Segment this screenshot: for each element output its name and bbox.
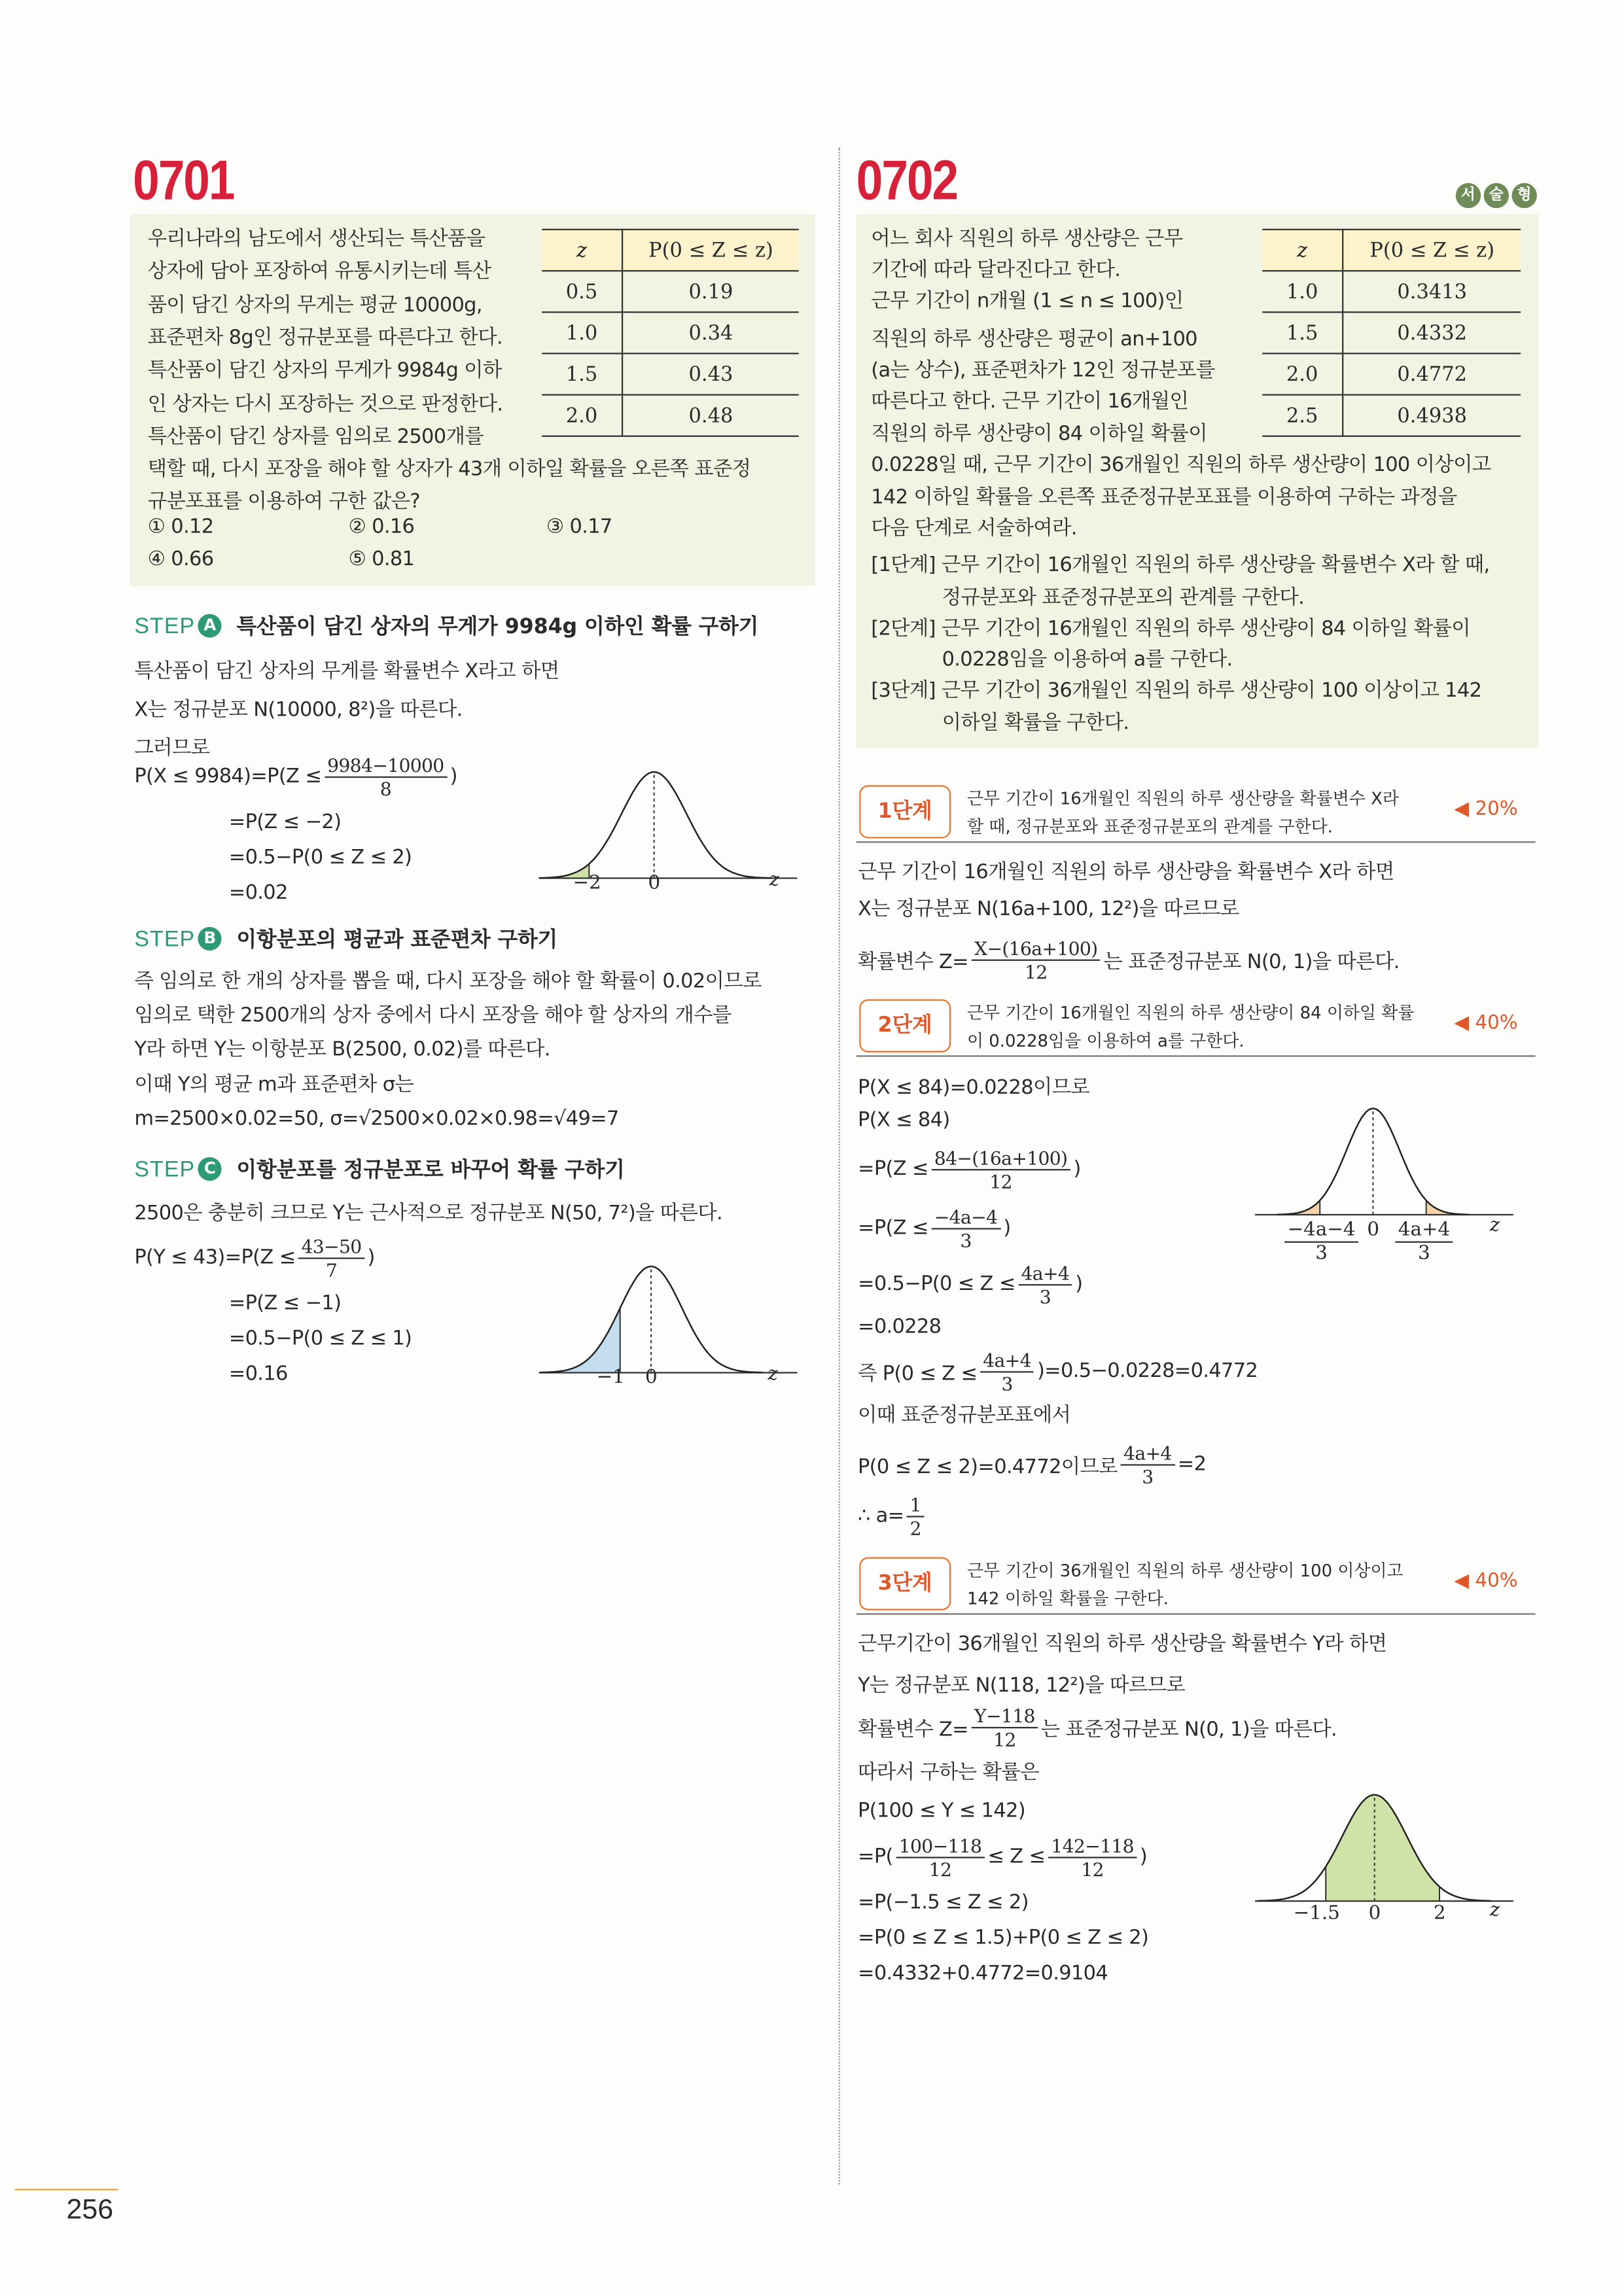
column-divider	[839, 148, 840, 2185]
text-segment: X는 정규분포 N(16a+100, 12²)을 따르므로	[857, 897, 1239, 921]
text-segment: X는 정규분포 N(10000, 8²)을 따른다.	[134, 698, 463, 722]
step-a-heading	[134, 611, 758, 640]
fraction-denominator: 2	[909, 1516, 921, 1539]
solution-line	[858, 1829, 1147, 1885]
text-segment: 특산품이 담긴 상자의 무게를 확률변수 X라고 하면	[134, 659, 559, 684]
stage-label: 1단계	[859, 785, 951, 838]
normal-curve-graph-step-c	[539, 1255, 805, 1395]
text-segment: )	[450, 764, 457, 788]
stage-description	[967, 1000, 1414, 1056]
solution-line	[858, 1958, 1108, 1988]
table-header-z: z	[1262, 230, 1343, 271]
z-cell: 0.5	[542, 271, 622, 312]
answer-choice: ④ 0.66	[147, 548, 214, 572]
text-segment: =0.5−P(0 ≤ Z ≤ 2)	[228, 845, 412, 870]
fraction-denominator: 12	[993, 1728, 1016, 1750]
text-line: 다음 단계로 서술하여라.	[871, 516, 1077, 540]
solution-line	[858, 931, 1400, 988]
desc-line: 할 때, 정규분포와 표준정규분포의 관계를 구한다.	[966, 816, 1333, 837]
fraction	[931, 1146, 1070, 1192]
prob-cell: 0.4332	[1343, 312, 1521, 353]
table-row	[542, 312, 799, 353]
text-segment: =2	[1177, 1452, 1207, 1476]
text-segment: P(X ≤ 84)	[857, 1108, 950, 1132]
fraction	[931, 1205, 1000, 1251]
fraction-denominator: 3	[1039, 1285, 1051, 1308]
prob-cell: 0.43	[622, 353, 799, 394]
solution-line	[858, 854, 1394, 884]
stage-score-percent: ◀ 40%	[1454, 1012, 1518, 1035]
text-segment: )	[1073, 1157, 1081, 1181]
solution-line	[229, 1359, 288, 1389]
solution-line	[858, 1888, 1029, 1917]
fraction-denominator: 12	[989, 1170, 1012, 1192]
solution-line	[229, 878, 288, 908]
text-segment: =0.0228	[857, 1315, 942, 1339]
text-segment: P(X ≤ 84)=0.0228이므로	[857, 1075, 1090, 1100]
solution-line	[134, 748, 457, 805]
stage-label: 2단계	[859, 1000, 951, 1052]
step-prefix: STEP	[134, 1156, 196, 1182]
text-segment: =P(Z ≤	[857, 1157, 928, 1181]
fraction-numerator: −4a−4	[931, 1205, 1000, 1228]
graph-label-fraction	[1284, 1219, 1358, 1265]
fraction-denominator: 8	[380, 776, 391, 799]
table-header-prob: P(0 ≤ Z ≤ z)	[1343, 230, 1521, 271]
graph-label: 0	[1368, 1902, 1381, 1925]
solution-line	[858, 1256, 1083, 1312]
fraction-numerator: 43−50	[298, 1234, 364, 1258]
fraction	[980, 1348, 1034, 1394]
desc-line: 142 이하일 확률을 구한다.	[966, 1588, 1169, 1609]
text-segment: 임의로 택한 2500개의 상자 중에서 다시 포장을 해야 할 상자의 개수를	[134, 1003, 732, 1028]
table-header-prob: P(0 ≤ Z ≤ z)	[622, 230, 799, 271]
graph-label: −2	[573, 872, 601, 895]
fraction	[1121, 1441, 1175, 1487]
fraction	[972, 937, 1101, 983]
z-table-0702	[1262, 229, 1521, 437]
stage-score-percent: ◀ 20%	[1454, 798, 1518, 821]
prob-cell: 0.19	[622, 271, 799, 312]
graph-label: z	[1489, 1215, 1500, 1237]
solution-line	[229, 843, 412, 872]
fraction	[325, 754, 447, 799]
text-line: [3단계] 근무 기간이 36개월인 직원의 하루 생산량이 100 이상이고 142	[871, 678, 1482, 703]
text-segment: 즉 P(0 ≤ Z ≤	[857, 1362, 978, 1386]
stage-label: 3단계	[859, 1557, 951, 1610]
desc-line: 근무 기간이 36개월인 직원의 하루 생산량이 100 이상이고	[966, 1560, 1403, 1581]
z-table-0701	[542, 229, 799, 437]
z-cell: 2.0	[542, 395, 622, 436]
fraction	[1018, 1261, 1072, 1307]
text-segment: 근무 기간이 16개월인 직원의 하루 생산량을 확률변수 X라 하면	[857, 860, 1394, 884]
stage-score-percent: ◀ 40%	[1454, 1570, 1518, 1593]
text-line: 142 이하일 확률을 오른쪽 표준정규분포표를 이용하여 구하는 과정을	[871, 485, 1457, 510]
fraction-numerator: 1	[907, 1493, 924, 1516]
solution-line	[858, 1436, 1206, 1492]
text-line: 특산품이 담긴 상자를 임의로 2500개를	[147, 425, 484, 449]
solution-line	[229, 807, 342, 837]
fraction-denominator: 12	[1025, 960, 1048, 983]
shaded-area	[539, 1308, 620, 1373]
text-segment: 근무기간이 36개월인 직원의 하루 생산량을 확률변수 Y라 하면	[857, 1632, 1387, 1656]
solution-line	[858, 1105, 950, 1135]
fraction-numerator: 4a+4	[1121, 1441, 1175, 1465]
fraction-denominator: 3	[960, 1228, 972, 1251]
text-line: 인 상자는 다시 포장하는 것으로 판정한다.	[147, 392, 503, 417]
z-cell: 2.5	[1262, 395, 1343, 436]
fraction-denominator: 3	[1142, 1465, 1154, 1487]
text-line: 기간에 따라 달라진다고 한다.	[871, 258, 1121, 282]
text-line: [2단계] 근무 기간이 16개월인 직원의 하루 생산량이 84 이하일 확률이	[871, 617, 1470, 641]
table-row	[1262, 271, 1521, 312]
step-letter-badge: B	[198, 927, 222, 950]
text-segment: 확률변수 Z=	[857, 950, 969, 975]
z-cell: 1.5	[542, 353, 622, 394]
graph-label: z	[1489, 1899, 1500, 1922]
text-segment: ≤ Z ≤	[987, 1845, 1046, 1869]
solution-line	[134, 1104, 618, 1134]
prob-cell: 0.4772	[1343, 353, 1521, 394]
text-segment: Y는 정규분포 N(118, 12²)을 따르므로	[857, 1673, 1186, 1697]
fraction-numerator: 4a+4	[1395, 1219, 1453, 1243]
fraction-numerator: 4a+4	[1018, 1261, 1072, 1285]
graph-label: z	[768, 1363, 778, 1386]
text-segment: =P(Z ≤ −1)	[228, 1291, 342, 1315]
fraction-numerator: −4a−4	[1284, 1219, 1358, 1243]
problem-number-0701: 0701	[133, 150, 234, 213]
step-b-heading	[134, 924, 557, 954]
answer-choice: ② 0.16	[348, 515, 415, 539]
text-segment: ∴ a=	[857, 1504, 904, 1528]
text-segment: =0.02	[228, 881, 288, 905]
fraction	[298, 1234, 364, 1280]
solution-line	[858, 1668, 1185, 1697]
step-letter-badge: A	[198, 614, 222, 638]
solution-line	[858, 1755, 1039, 1784]
table-row	[1262, 312, 1521, 353]
solution-line	[229, 1289, 342, 1318]
prob-cell: 0.48	[622, 395, 799, 436]
solution-line	[134, 998, 731, 1027]
answer-choice: ③ 0.17	[546, 515, 612, 539]
fraction-denominator: 3	[1418, 1242, 1430, 1265]
step-prefix: STEP	[134, 613, 196, 638]
graph-label: 0	[645, 1366, 658, 1389]
step-title: 이항분포를 정규분포로 바꾸어 확률 구하기	[236, 1158, 625, 1183]
fraction-numerator: 100−118	[896, 1834, 985, 1858]
desc-line: 근무 기간이 16개월인 직원의 하루 생산량을 확률변수 X라	[966, 788, 1399, 809]
text-line: 정규분포와 표준정규분포의 관계를 구한다.	[942, 585, 1305, 610]
solution-line	[858, 1627, 1386, 1656]
text-segment: =P(0 ≤ Z ≤ 1.5)+P(0 ≤ Z ≤ 2)	[857, 1926, 1149, 1950]
text-segment: =0.4332+0.4772=0.9104	[857, 1961, 1108, 1985]
graph-label: 0	[1367, 1219, 1380, 1242]
table-row	[1262, 353, 1521, 394]
text-segment: P(X ≤ 9984)=P(Z ≤	[134, 764, 322, 788]
solution-line	[858, 1141, 1081, 1197]
solution-line	[858, 1487, 927, 1544]
text-line: 직원의 하루 생산량이 84 이하일 확률이	[871, 422, 1207, 446]
fraction	[896, 1834, 985, 1880]
badge-char: 형	[1512, 183, 1537, 208]
stage-2-header	[856, 996, 1536, 1057]
text-line: 규분포표를 이용하여 구한 값은?	[147, 490, 420, 514]
text-segment: =0.5−P(0 ≤ Z ≤	[857, 1272, 1015, 1296]
table-header-z: z	[542, 230, 622, 271]
text-segment: =P(Z ≤	[857, 1216, 928, 1240]
fraction-numerator: 9984−10000	[325, 754, 447, 777]
text-line: 택할 때, 다시 포장을 해야 할 상자가 43개 이하일 확률을 오른쪽 표준정	[147, 457, 751, 481]
text-segment: )	[1075, 1272, 1083, 1296]
prob-cell: 0.4938	[1343, 395, 1521, 436]
text-segment: Y라 하면 Y는 이항분포 B(2500, 0.02)를 따른다.	[134, 1037, 550, 1062]
text-segment: )	[367, 1245, 375, 1270]
stage-3-header	[856, 1554, 1536, 1615]
text-line: [1단계] 근무 기간이 16개월인 직원의 하루 생산량을 확률변수 X라 할 때,	[871, 553, 1490, 578]
fraction-numerator: 142−118	[1048, 1834, 1137, 1858]
answer-choice: ① 0.12	[147, 515, 214, 539]
text-line: 따른다고 한다. 근무 기간이 16개월인	[871, 389, 1189, 413]
text-segment: )	[1139, 1845, 1148, 1869]
text-segment: 즉 임의로 한 개의 상자를 뽑을 때, 다시 포장을 해야 할 확률이 0.02이므로	[134, 969, 762, 994]
solution-line	[858, 1070, 1089, 1100]
graph-label: 0	[648, 872, 661, 895]
problem-number-0702: 0702	[856, 150, 958, 213]
text-segment: P(Y ≤ 43)=P(Z ≤	[134, 1245, 296, 1270]
solution-line	[858, 1923, 1148, 1953]
text-line: 이하일 확률을 구한다.	[942, 711, 1129, 735]
z-cell: 1.5	[1262, 312, 1343, 353]
table-row	[542, 353, 799, 394]
fraction-denominator: 12	[1081, 1857, 1104, 1880]
text-segment: =P(Z ≤ −2)	[228, 810, 342, 834]
solution-line	[858, 1398, 1070, 1427]
text-line: 우리나라의 남도에서 생산되는 특산품을	[147, 227, 485, 251]
essay-type-badge	[1453, 177, 1537, 208]
graph-label: z	[769, 869, 780, 892]
solution-line	[134, 654, 559, 684]
fraction	[907, 1493, 924, 1539]
prob-cell: 0.34	[622, 312, 799, 353]
text-segment: 이때 Y의 평균 m과 표준편차 σ는	[134, 1073, 414, 1097]
fraction-numerator: 84−(16a+100)	[931, 1146, 1070, 1170]
badge-char: 서	[1456, 183, 1481, 208]
fraction-numerator: 4a+4	[980, 1348, 1034, 1372]
stage-description	[967, 785, 1399, 841]
footer-rule	[15, 2189, 118, 2190]
fraction-denominator: 7	[325, 1258, 338, 1281]
solution-line	[858, 1312, 941, 1342]
text-segment: 는 표준정규분포 N(0, 1)을 따른다.	[1103, 950, 1400, 975]
stage-description	[967, 1557, 1403, 1614]
text-line: 특산품이 담긴 상자의 무게가 9984g 이하	[147, 358, 502, 383]
page-number: 256	[66, 2195, 114, 2226]
text-segment: =P(−1.5 ≤ Z ≤ 2)	[857, 1890, 1029, 1915]
fraction-denominator: 3	[1315, 1242, 1328, 1265]
step-letter-badge: C	[198, 1157, 222, 1181]
normal-curve-graph-stage-2	[1255, 1097, 1521, 1237]
text-line: 0.0228임을 이용하여 a를 구한다.	[942, 648, 1233, 672]
text-segment: 그러므로	[134, 736, 210, 761]
step-title: 이항분포의 평균과 표준편차 구하기	[236, 928, 558, 952]
table-row	[542, 395, 799, 436]
fraction-numerator: X−(16a+100)	[972, 937, 1101, 960]
normal-curve	[539, 772, 771, 878]
text-line: 근무 기간이 n개월 (1 ≤ n ≤ 100)인	[871, 289, 1184, 313]
text-line: 어느 회사 직원의 하루 생산량은 근무	[871, 227, 1183, 251]
prob-cell: 0.3413	[1343, 271, 1521, 312]
text-segment: =0.16	[228, 1362, 288, 1386]
text-segment: )	[1003, 1216, 1011, 1240]
fraction-denominator: 3	[1001, 1372, 1013, 1395]
z-cell: 2.0	[1262, 353, 1343, 394]
text-line: (a는 상수), 표준편차가 12인 정규분포를	[871, 358, 1215, 383]
solution-line	[134, 964, 761, 993]
graph-label: −1	[596, 1366, 625, 1389]
fraction	[972, 1704, 1038, 1750]
answer-choice: ⑤ 0.81	[348, 548, 415, 572]
solution-line	[858, 1699, 1337, 1755]
desc-line: 근무 기간이 16개월인 직원의 하루 생산량이 84 이하일 확률	[966, 1002, 1415, 1023]
step-c-heading	[134, 1155, 624, 1184]
solution-line	[858, 1796, 1025, 1826]
graph-label: −1.5	[1293, 1902, 1340, 1925]
solution-line	[134, 692, 462, 722]
table-row	[542, 271, 799, 312]
table-row	[1262, 395, 1521, 436]
solution-line	[858, 1343, 1258, 1399]
text-line: 품이 담긴 상자의 무게는 평균 10000g,	[147, 294, 482, 318]
text-line: 0.0228일 때, 근무 기간이 36개월인 직원의 하루 생산량이 100 이상이고	[871, 453, 1491, 477]
z-cell: 1.0	[542, 312, 622, 353]
text-segment: m=2500×0.02=50, σ=√2500×0.02×0.98=√49=7	[134, 1107, 619, 1131]
text-segment: 이때 표준정규분포표에서	[857, 1403, 1071, 1427]
step-title: 특산품이 담긴 상자의 무게가 9984g 이하인 확률 구하기	[236, 615, 759, 640]
text-line: 상자에 담아 포장하여 유통시키는데 특산	[147, 260, 491, 284]
z-cell: 1.0	[1262, 271, 1343, 312]
text-segment: 확률변수 Z=	[857, 1718, 969, 1742]
badge-char: 술	[1484, 183, 1509, 208]
solution-line	[134, 1067, 414, 1096]
text-segment: =0.5−P(0 ≤ Z ≤ 1)	[228, 1327, 412, 1351]
solution-line	[134, 1230, 374, 1286]
text-segment: 2500은 충분히 크므로 Y는 근사적으로 정규분포 N(50, 7²)을 따른다.	[134, 1201, 723, 1225]
solution-line	[229, 1324, 412, 1353]
text-segment: =P(	[857, 1845, 893, 1869]
fraction	[1048, 1834, 1137, 1880]
text-segment: P(0 ≤ Z ≤ 2)=0.4772이므로	[857, 1455, 1118, 1479]
text-line: 직원의 하루 생산량은 평균이 an+100	[871, 327, 1197, 352]
graph-label-fraction	[1395, 1219, 1453, 1265]
text-segment: 따라서 구하는 확률은	[857, 1760, 1039, 1784]
step-prefix: STEP	[134, 926, 196, 952]
fraction-denominator: 12	[928, 1857, 952, 1880]
desc-line: 이 0.0228임을 이용하여 a를 구한다.	[966, 1030, 1244, 1051]
stage-1-header	[856, 782, 1536, 843]
text-segment: P(100 ≤ Y ≤ 142)	[857, 1799, 1025, 1823]
solution-line	[134, 1196, 722, 1225]
solution-line	[858, 892, 1239, 921]
fraction-numerator: Y−118	[972, 1704, 1038, 1728]
text-segment: 는 표준정규분포 N(0, 1)을 따른다.	[1040, 1718, 1337, 1742]
text-segment: )=0.5−0.0228=0.4772	[1036, 1359, 1258, 1383]
solution-line	[858, 1200, 1011, 1256]
graph-label: 2	[1433, 1902, 1446, 1925]
shaded-area	[1326, 1795, 1439, 1901]
solution-line	[134, 1032, 550, 1061]
text-line: 표준편차 8g인 정규분포를 따른다고 한다.	[147, 326, 503, 350]
